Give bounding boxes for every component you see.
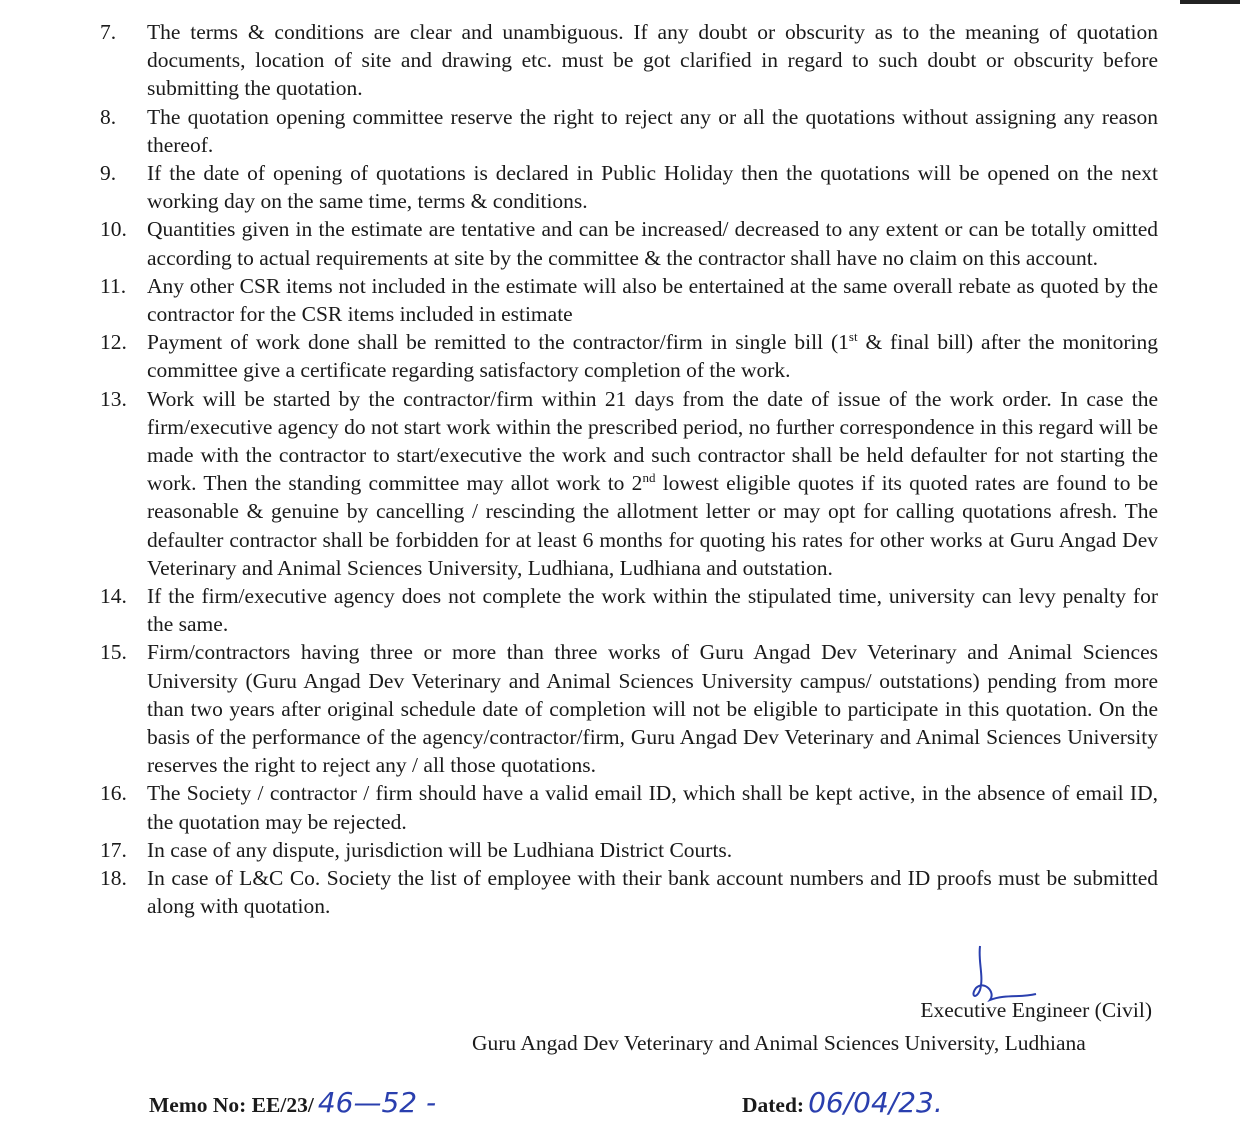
condition-item: [100, 272, 1158, 328]
condition-text: Quantities given in the estimate are tentative and can be increased/ decreased to any extent or can be totally omitted according to actual requirements at site by the committee & the contractor shall have no claim on this account.: [147, 217, 1158, 270]
condition-item: [100, 159, 1158, 215]
condition-item: [100, 638, 1158, 779]
condition-number: 10.: [100, 217, 127, 242]
condition-text: In case of any dispute, jurisdiction will be Ludhiana District Courts.: [147, 837, 733, 862]
condition-number: 17.: [100, 837, 127, 862]
condition-item: [100, 328, 1158, 384]
memo-handwritten-number: 46—52 -: [317, 1086, 437, 1119]
condition-text: lowest eligible quotes if its quoted rates are found to be reasonable & genuine by cancelling / rescinding the allotment letter or may opt for calling quotations afresh. The defaulter contractor shall be forbidden for at least 6 months for quoting his rates for other works at Guru Angad Dev Veterinary and Animal Sciences University, Ludhiana, Ludhiana and outstation.: [147, 471, 1158, 580]
ordinal-superscript: nd: [642, 470, 656, 486]
condition-number: 14.: [100, 584, 127, 609]
condition-text: The terms & conditions are clear and unambiguous. If any doubt or obscurity as to the meaning of quotation documents, location of site and drawing etc. must be got clarified in regard to such doubt or obscurity before submitting the quotation.: [147, 20, 1158, 101]
condition-item: [100, 18, 1158, 103]
condition-number: 18.: [100, 866, 127, 891]
condition-item: [100, 582, 1158, 638]
condition-text: Firm/contractors having three or more than three works of Guru Angad Dev Veterinary and Animal Sciences University (Guru Angad Dev Veterinary and Animal Sciences University campus/ outstations) pending from more than two years after original schedule date of completion will not be eligible to participate in this quotation. On the basis of the performance of the agency/contractor/firm, Guru Angad Dev Veterinary and Animal Sciences University reserves the right to reject any / all those quotations.: [147, 640, 1158, 778]
condition-item: [100, 103, 1158, 159]
condition-item: [100, 385, 1158, 582]
condition-text: If the date of opening of quotations is declared in Public Holiday then the quotations will be opened on the next working day on the same time, terms & conditions.: [147, 161, 1158, 214]
condition-text: In case of L&C Co. Society the list of employee with their bank account numbers and ID proofs must be submitted along with quotation.: [147, 866, 1158, 919]
memo-date: [742, 1086, 943, 1119]
signatory-designation: Executive Engineer (Civil): [920, 998, 1152, 1022]
condition-number: 11.: [100, 273, 127, 298]
condition-number: 13.: [100, 386, 127, 411]
condition-number: 9.: [100, 161, 117, 186]
condition-number: 8.: [100, 104, 117, 129]
condition-text: Work will be started by the contractor/firm within 21 days from the date of issue of the work order. In case the firm/executive agency do not start work within the prescribed period, no further correspondence in this regard will be made with the contractor to start/executive the work and such contractor shall be held defaulter for not starting the work. Then the standing committee may allot work to 2: [147, 386, 1158, 496]
condition-text: The Society / contractor / firm should have a valid email ID, which shall be kept active, in the absence of email ID, the quotation may be rejected.: [147, 781, 1158, 834]
condition-item: [100, 836, 1158, 864]
memo-label: Memo No: EE/23/: [149, 1093, 314, 1117]
dated-handwritten-value: 06/04/23.: [808, 1086, 943, 1119]
condition-number: 7.: [100, 20, 117, 44]
condition-number: 15.: [100, 640, 127, 665]
condition-text: Payment of work done shall be remitted to the contractor/firm in single bill (1: [147, 330, 849, 355]
terms-conditions-list: [100, 18, 1158, 921]
condition-item: [100, 779, 1158, 835]
memo-number: [149, 1086, 436, 1119]
scan-edge-mark: [1180, 0, 1240, 4]
institution-name: Guru Angad Dev Veterinary and Animal Sciences University, Ludhiana: [472, 1031, 1086, 1055]
condition-item: [100, 215, 1158, 271]
condition-text: Any other CSR items not included in the estimate will also be entertained at the same overall rebate as quoted by the contractor for the CSR items included in estimate: [147, 273, 1158, 327]
condition-number: 16.: [100, 781, 127, 806]
dated-label: Dated:: [742, 1093, 805, 1117]
condition-text: & final bill) after the monitoring committee give a certificate regarding satisfactory completion of the work.: [147, 330, 1158, 383]
condition-number: 12.: [100, 330, 127, 355]
condition-item: [100, 864, 1158, 920]
ordinal-superscript: st: [848, 329, 858, 345]
condition-text: The quotation opening committee reserve the right to reject any or all the quotations without assigning any reason thereof.: [147, 104, 1158, 157]
condition-text: If the firm/executive agency does not complete the work within the stipulated time, university can levy penalty for the same.: [147, 584, 1158, 637]
